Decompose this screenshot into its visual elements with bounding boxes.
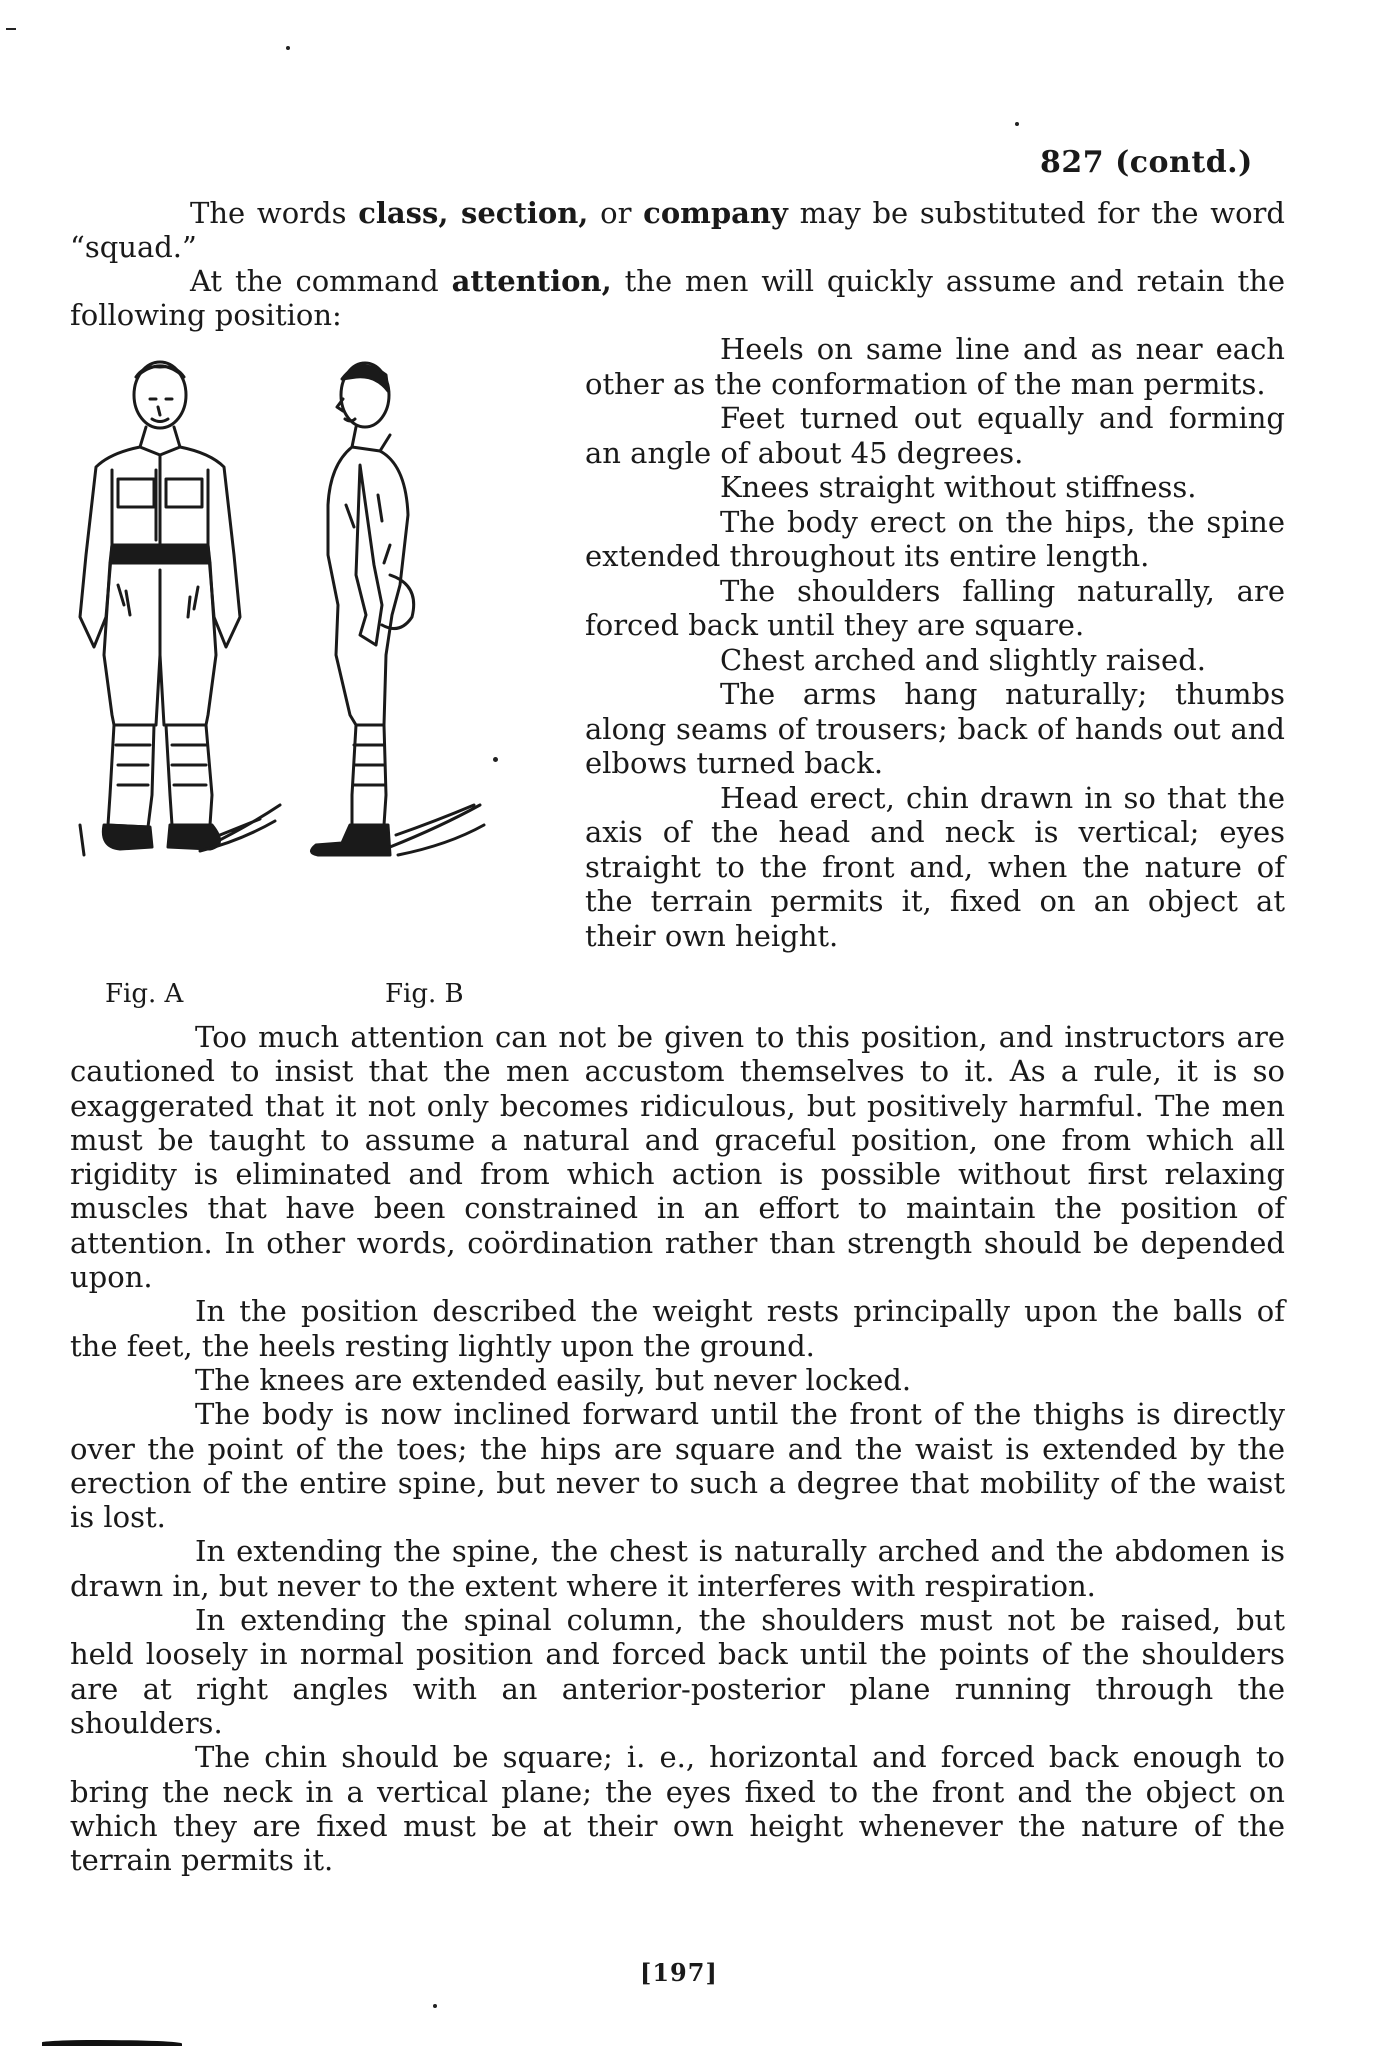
intro-text	[70, 196, 1285, 332]
body-paragraph: In the position described the weight rests principally upon the balls of the feet, the heels resting lightly upon the ground.	[70, 1294, 1285, 1363]
body-paragraph: In extending the spine, the chest is naturally arched and the abdomen is drawn in, but never to the extent where it interferes with respiration.	[70, 1534, 1285, 1603]
body-paragraph: Too much attention can not be given to this position, and instructors are cautioned to insist that the men accustom themselves to it. As a rule, it is so exaggerated that it not only becomes ridiculous, but positively harmful. The men must be taught to assume a natural and graceful position, one from which all rigidity is eliminated and from which action is possible without first relaxing muscles that have been constrained in an effort to maintain the position of attention. In other words, coördination rather than strength should be depended upon.	[70, 1020, 1285, 1295]
position-item: The shoulders falling naturally, are forced back until they are square.	[585, 573, 1285, 642]
intro-run: At the command	[190, 264, 452, 298]
position-description-list	[585, 332, 1285, 953]
soldier-attention-figures	[60, 355, 560, 985]
position-item: Feet turned out equally and forming an angle of about 45 degrees.	[585, 401, 1285, 470]
page-number: [197]	[640, 1958, 718, 1987]
position-item: Chest arched and slightly raised.	[720, 642, 1207, 677]
body-paragraph: The body is now inclined forward until the front of the thighs is directly over the point of the toes; the hips are square and the waist is extended by the erection of the entire spine, but never to such a degree that mobility of the waist is lost.	[70, 1397, 1285, 1535]
position-item: Head erect, chin drawn in so that the axis of the head and neck is vertical; eyes straight to the front and, when the nature of the terrain permits it, fixed on an object at their own height.	[585, 780, 1285, 953]
print-speck	[6, 28, 16, 30]
figure-illustrations	[60, 355, 560, 1025]
figure-a-front-view	[80, 362, 280, 855]
section-number: 827 (contd.)	[1040, 145, 1253, 180]
intro-paragraph-1	[70, 196, 1285, 264]
intro-run-bold: class, section,	[358, 196, 589, 230]
body-text	[70, 1020, 1285, 1877]
body-paragraph: In extending the spinal column, the shoulders must not be raised, but held loosely in normal position and forced back until the points of the shoulders are at right angles with an anterior-posterior plane running through the shoulders.	[70, 1603, 1285, 1740]
print-speck	[286, 46, 290, 50]
intro-run-bold: attention,	[451, 264, 612, 298]
intro-paragraph-2	[70, 264, 1285, 332]
intro-run: The words	[190, 196, 359, 230]
figure-b-side-view	[311, 363, 484, 855]
body-paragraph: The chin should be square; i. e., horizontal and forced back enough to bring the neck in a vertical plane; the eyes fixed to the front and the object on which they are fixed must be at their own height whenever the nature of the terrain permits it.	[70, 1740, 1285, 1878]
intro-run: or	[588, 196, 644, 230]
figure-b-caption: Fig. B	[385, 979, 464, 1009]
intro-run-bold: company	[643, 196, 788, 230]
figure-a-caption: Fig. A	[105, 979, 184, 1009]
position-item: Heels on same line and as near each other as the conformation of the man permits.	[585, 332, 1285, 401]
print-speck	[1015, 122, 1019, 126]
position-item: The arms hang naturally; thumbs along seams of trousers; back of hands out and elbows turned back.	[585, 677, 1285, 780]
ink-smudge	[42, 2040, 182, 2046]
position-item: Knees straight without stiffness.	[720, 470, 1197, 504]
intro-run: the men will quickly assume and retain the following position:	[70, 264, 1285, 332]
position-item: The body erect on the hips, the spine extended throughout its entire length.	[585, 504, 1285, 573]
intro-run: may be substituted for the word “squad.”	[70, 196, 1285, 264]
body-paragraph: The knees are extended easily, but never locked.	[195, 1362, 912, 1397]
print-speck	[433, 2004, 437, 2008]
print-speck	[493, 757, 498, 762]
